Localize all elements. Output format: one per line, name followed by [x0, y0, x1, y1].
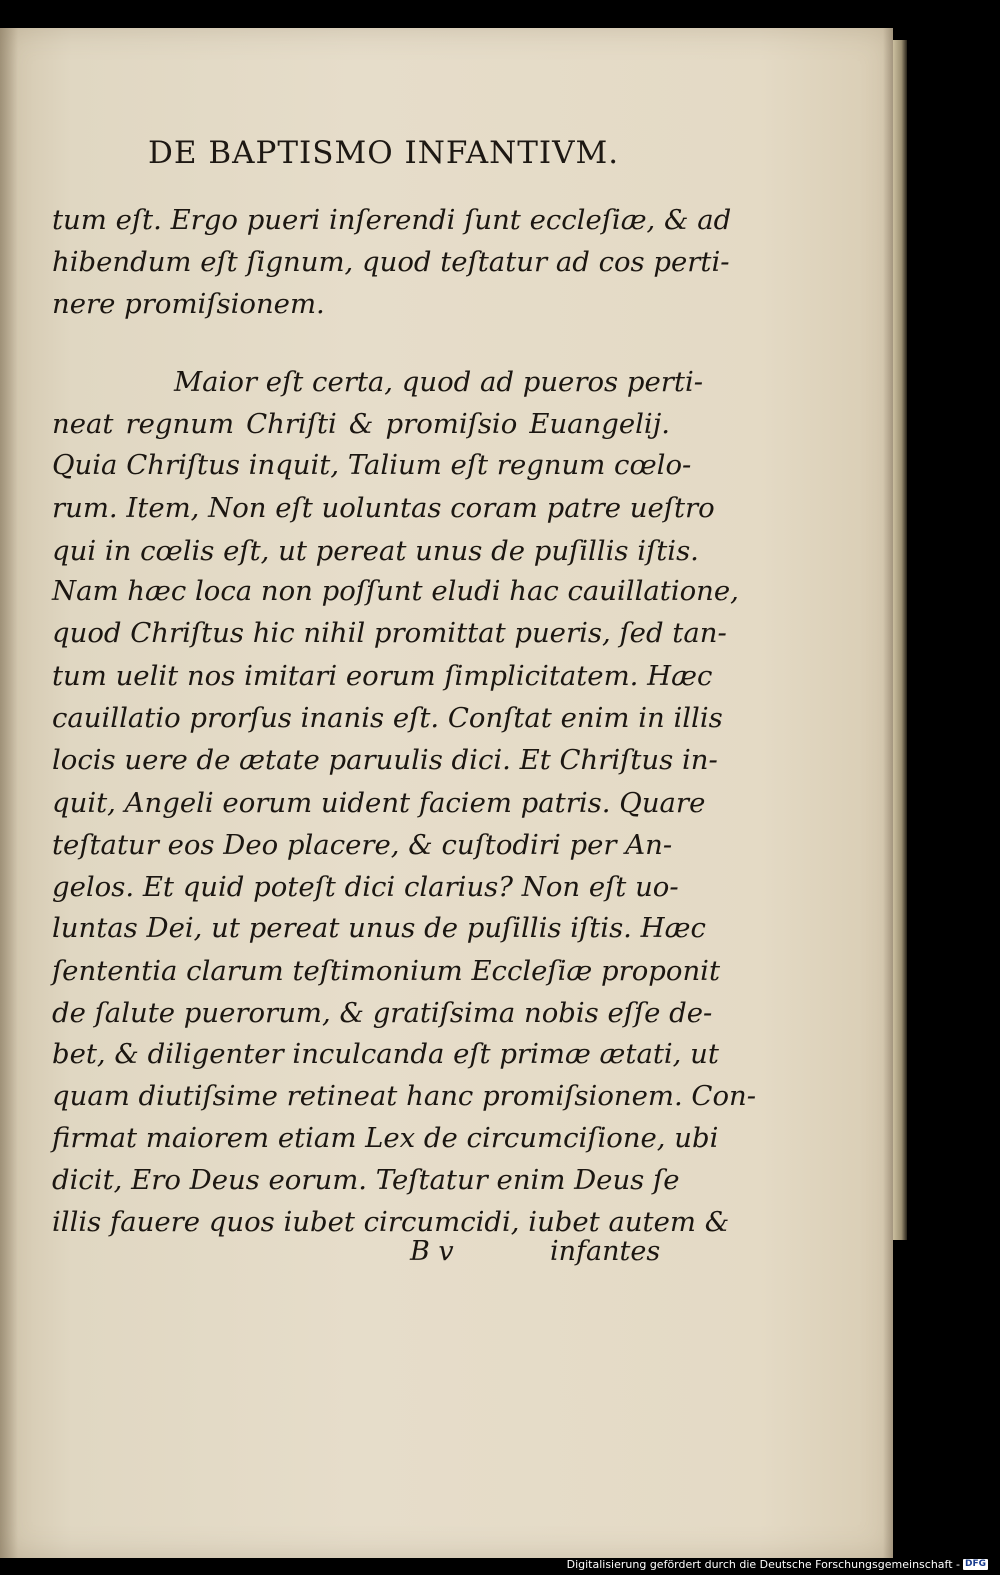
text-line: neat regnum Chriſti & promiſsio Euangelij.: [52, 408, 670, 440]
digitization-credit: [567, 1558, 988, 1571]
text-line: gelos. Et quid poteſt dici clarius? Non eſt uo-: [52, 871, 679, 903]
text-line: quit, Angeli eorum uident faciem patris. Quare: [52, 787, 706, 819]
catchword: infantes: [550, 1236, 661, 1267]
text-line: tum uelit nos imitari eorum ſimplicitatem. Hæc: [52, 660, 713, 692]
signature-mark: B v: [410, 1236, 454, 1267]
running-head: DE BAPTISMO INFANTIVM.: [148, 135, 620, 171]
text-line: de ſalute puerorum, & gratiſsima nobis eſſe de-: [52, 997, 713, 1029]
text-line: teſtatur eos Deo placere, & cuſtodiri per An-: [52, 829, 673, 861]
text-line: Quia Chriſtus inquit, Talium eſt regnum cœlo-: [52, 449, 692, 481]
text-line: dicit, Ero Deus eorum. Teſtatur enim Deus ſe: [52, 1164, 680, 1196]
text-line: quod Chriſtus hic nihil promittat pueris, ſed tan-: [52, 617, 727, 649]
text-line: cauillatio prorſus inanis eſt. Conſtat enim in illis: [52, 702, 723, 734]
text-line: locis uere de ætate paruulis dici. Et Chriſtus in-: [52, 744, 718, 776]
text-line: firmat maiorem etiam Lex de circumciſione, ubi: [52, 1122, 719, 1154]
text-line: quam diutiſsime retineat hanc promiſsionem. Con-: [52, 1080, 757, 1112]
text-line: bet, & diligenter inculcanda eſt primæ ætati, ut: [52, 1038, 719, 1070]
text-line: nere promiſsionem.: [52, 288, 325, 320]
text-line: hibendum eſt ſignum, quod teſtatur ad cos perti-: [52, 246, 730, 278]
text-line: luntas Dei, ut pereat unus de puſillis iſtis. Hæc: [52, 912, 706, 944]
text-line: qui in cœlis eſt, ut pereat unus de puſillis iſtis.: [52, 535, 699, 567]
page-edge: [893, 40, 907, 1240]
dfg-logo: DFG: [964, 1559, 986, 1569]
text-line: Nam hæc loca non poſſunt eludi hac cauillatione,: [52, 575, 739, 607]
text-line: ſententia clarum teſtimonium Eccleſiæ proponit: [52, 955, 721, 987]
text-line: Maior eſt certa, quod ad pueros perti-: [174, 366, 704, 398]
text-line: tum eſt. Ergo pueri inſerendi ſunt eccleſiæ, & ad: [52, 204, 732, 236]
text-line: illis fauere quos iubet circumcidi, iubet autem &: [52, 1206, 730, 1238]
text-line: rum. Item, Non eſt uoluntas coram patre ueſtro: [52, 492, 715, 524]
credit-text: Digitalisierung gefördert durch die Deutsche Forschungsgemeinschaft -: [566, 1558, 960, 1571]
